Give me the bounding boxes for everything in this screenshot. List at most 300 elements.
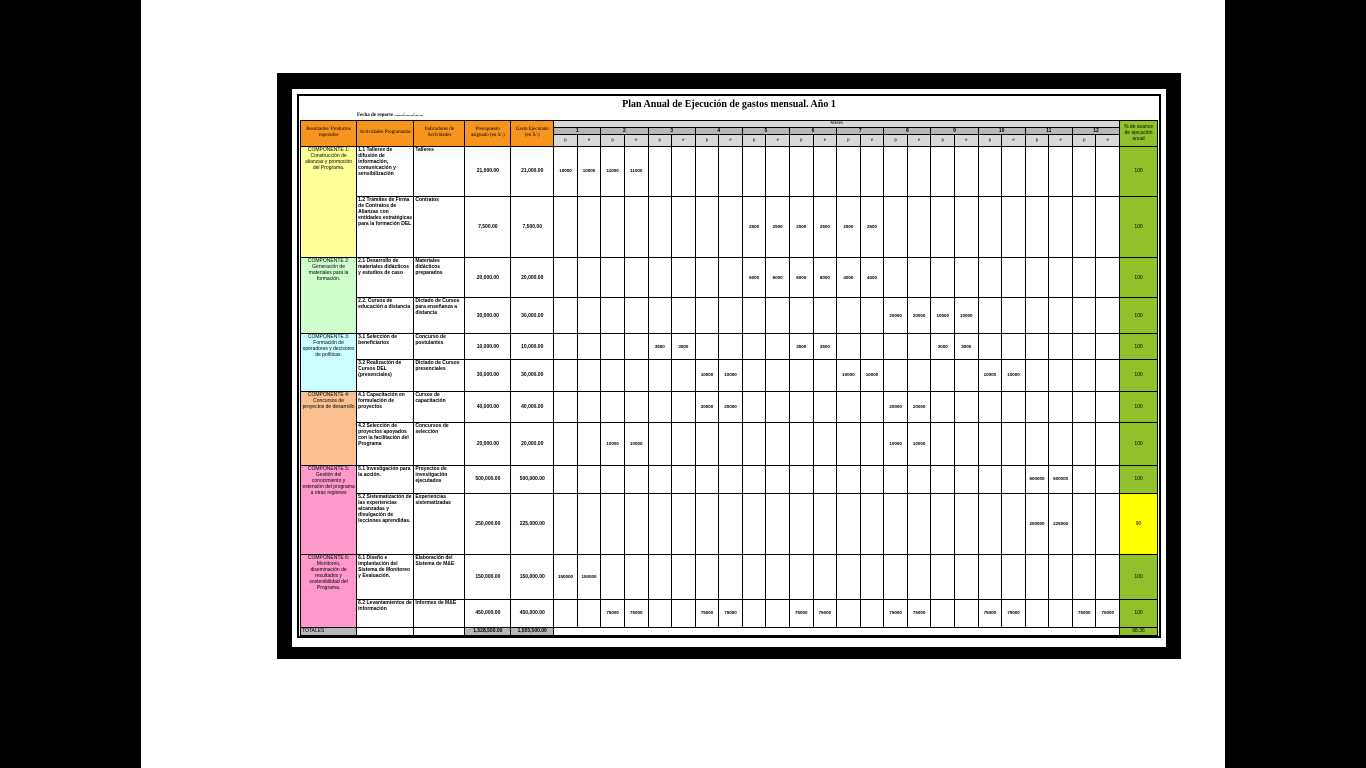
month-value-cell xyxy=(1072,465,1096,493)
month-value-cell: 75000 xyxy=(695,599,719,627)
month-value-cell xyxy=(766,599,790,627)
month-value-cell xyxy=(860,391,884,422)
month-value-cell xyxy=(837,334,861,360)
month-value-cell xyxy=(1072,197,1096,258)
activity-cell: 6.1 Diseño e implantación del Sistema de Monitoreo y Evaluación. xyxy=(357,554,414,599)
month-value-cell xyxy=(577,197,601,258)
activity-cell: 3.2 Realización de Cursos DEL (presenciales) xyxy=(357,359,414,391)
month-value-cell xyxy=(648,422,672,465)
month-value-cell xyxy=(955,359,979,391)
month-value-cell xyxy=(978,197,1002,258)
month-value-cell xyxy=(1002,146,1026,196)
month-value-cell xyxy=(648,146,672,196)
month-value-cell xyxy=(1096,554,1120,599)
month-value-cell xyxy=(577,391,601,422)
month-value-cell xyxy=(1072,554,1096,599)
month-value-cell: 10000 xyxy=(601,422,625,465)
month-value-cell xyxy=(813,146,837,196)
month-value-cell xyxy=(1049,257,1073,297)
indicator-cell: Proyectos de investigación ejecutados xyxy=(414,465,465,493)
month-value-cell xyxy=(1049,599,1073,627)
month-value-cell xyxy=(719,146,743,196)
execution-plan-table xyxy=(300,120,1158,636)
month-value-cell xyxy=(577,465,601,493)
indicator-cell: Talleres xyxy=(414,146,465,196)
month-header-6: 6 xyxy=(789,128,836,135)
month-value-cell: 150000 xyxy=(577,554,601,599)
activity-cell: 2.1 Desarrollo de materiales didácticos y estudios de caso xyxy=(357,257,414,297)
budget-cell: 40,000.00 xyxy=(465,391,511,422)
spent-cell: 500,000.00 xyxy=(511,465,554,493)
month-value-cell xyxy=(955,599,979,627)
month-header-1: 1 xyxy=(554,128,601,135)
header-gasto: Gasto Ejecutado (en S/.) xyxy=(511,121,554,147)
month-value-cell xyxy=(1096,359,1120,391)
spent-cell: 30,000.00 xyxy=(511,359,554,391)
month-value-cell xyxy=(860,599,884,627)
month-value-cell xyxy=(931,554,955,599)
month-value-cell xyxy=(624,298,648,334)
month-value-cell xyxy=(978,554,1002,599)
month-value-cell xyxy=(601,493,625,554)
activity-cell: 5.1 Investigación para la acción. xyxy=(357,465,414,493)
month-value-cell xyxy=(837,298,861,334)
executed-header-4: e xyxy=(719,135,743,146)
month-value-cell xyxy=(884,257,908,297)
activity-cell: 3.1 Selección de beneficiarios xyxy=(357,334,414,360)
month-value-cell xyxy=(1002,554,1026,599)
month-value-cell xyxy=(1096,391,1120,422)
month-value-cell xyxy=(931,422,955,465)
month-header-10: 10 xyxy=(978,128,1025,135)
month-value-cell xyxy=(648,391,672,422)
executed-header-5: e xyxy=(766,135,790,146)
spent-cell: 150,000.00 xyxy=(511,554,554,599)
month-value-cell xyxy=(955,554,979,599)
budget-cell: 20,000.00 xyxy=(465,422,511,465)
month-value-cell: 10000 xyxy=(624,422,648,465)
month-value-cell xyxy=(1025,554,1049,599)
month-value-cell: 10000 xyxy=(1002,359,1026,391)
month-value-cell xyxy=(672,391,696,422)
month-value-cell xyxy=(789,391,813,422)
activity-cell: 4.2 Selección de proyectos apoyados con la facilitación del Programa xyxy=(357,422,414,465)
planned-header-2: p xyxy=(601,135,625,146)
month-value-cell xyxy=(1096,257,1120,297)
month-header-4: 4 xyxy=(695,128,742,135)
spent-cell: 40,000.00 xyxy=(511,391,554,422)
month-value-cell: 4000 xyxy=(860,257,884,297)
totals-months-empty xyxy=(554,627,1120,635)
month-value-cell xyxy=(955,146,979,196)
month-value-cell xyxy=(1025,257,1049,297)
indicator-cell: Dictado de Cursos para enseñanza a distancia xyxy=(414,298,465,334)
month-value-cell xyxy=(931,146,955,196)
header-row-meses xyxy=(301,121,1158,128)
month-header-3: 3 xyxy=(648,128,695,135)
month-value-cell xyxy=(719,298,743,334)
planned-header-5: p xyxy=(742,135,766,146)
document-title: Plan Anual de Ejecución de gastos mensual. Año 1 xyxy=(622,99,836,110)
percent-cell: 100 xyxy=(1120,422,1158,465)
month-value-cell xyxy=(648,493,672,554)
month-value-cell xyxy=(1002,257,1026,297)
budget-cell: 10,000.00 xyxy=(465,334,511,360)
month-value-cell xyxy=(1072,493,1096,554)
header-resultados: Resultados/ Productos esperados xyxy=(301,121,357,147)
budget-cell: 7,500.00 xyxy=(465,197,511,258)
month-value-cell xyxy=(1025,334,1049,360)
budget-cell: 30,000.00 xyxy=(465,359,511,391)
month-value-cell xyxy=(907,465,931,493)
month-value-cell xyxy=(1049,391,1073,422)
component-cell: COMPONENTE 2: Generación de materiales para la formación. xyxy=(301,257,357,333)
month-value-cell xyxy=(955,197,979,258)
month-value-cell xyxy=(672,197,696,258)
month-value-cell xyxy=(978,298,1002,334)
totals-empty-indicator xyxy=(414,627,465,635)
percent-cell: 100 xyxy=(1120,554,1158,599)
percent-cell: 100 xyxy=(1120,197,1158,258)
month-value-cell xyxy=(624,493,648,554)
month-value-cell: 75000 xyxy=(813,599,837,627)
month-value-cell xyxy=(978,334,1002,360)
spent-cell: 30,000.00 xyxy=(511,298,554,334)
month-value-cell xyxy=(860,298,884,334)
month-value-cell: 10000 xyxy=(907,422,931,465)
component-cell: COMPONENTE 6: Monitoreo, diseminación de resultados y sostenibilidad del Programa. xyxy=(301,554,357,627)
month-value-cell: 2500 xyxy=(860,197,884,258)
month-value-cell: 150000 xyxy=(554,554,578,599)
month-value-cell: 20000 xyxy=(907,391,931,422)
planned-header-10: p xyxy=(978,135,1002,146)
month-value-cell xyxy=(601,465,625,493)
month-value-cell xyxy=(1002,493,1026,554)
month-value-cell xyxy=(1049,422,1073,465)
month-value-cell xyxy=(1025,146,1049,196)
month-value-cell xyxy=(719,493,743,554)
month-value-cell xyxy=(1025,599,1049,627)
planned-header-3: p xyxy=(648,135,672,146)
month-value-cell: 3500 xyxy=(648,334,672,360)
indicator-cell: Cursos de capacitación xyxy=(414,391,465,422)
month-value-cell xyxy=(789,298,813,334)
month-value-cell xyxy=(577,334,601,360)
month-value-cell xyxy=(1025,197,1049,258)
month-value-cell: 20000 xyxy=(884,391,908,422)
month-value-cell xyxy=(837,465,861,493)
planned-header-7: p xyxy=(837,135,861,146)
executed-header-11: e xyxy=(1049,135,1073,146)
month-value-cell xyxy=(1096,197,1120,258)
component-cell: COMPONENTE 5: Gestión del conocimiento y extensión del programa a otras regiones xyxy=(301,465,357,554)
percent-cell: 100 xyxy=(1120,298,1158,334)
planned-header-1: p xyxy=(554,135,578,146)
month-value-cell: 10000 xyxy=(931,298,955,334)
month-value-cell xyxy=(1002,422,1026,465)
month-value-cell: 3000 xyxy=(955,334,979,360)
executed-header-3: e xyxy=(672,135,696,146)
month-value-cell xyxy=(1049,197,1073,258)
month-value-cell xyxy=(813,465,837,493)
component-cell: COMPONENTE 1: Construcción de alianzas y promoción del Programa. xyxy=(301,146,357,257)
month-value-cell xyxy=(813,554,837,599)
month-value-cell xyxy=(907,257,931,297)
budget-cell: 250,000.00 xyxy=(465,493,511,554)
month-value-cell xyxy=(884,465,908,493)
month-value-cell xyxy=(695,493,719,554)
month-value-cell xyxy=(695,554,719,599)
month-value-cell xyxy=(1002,334,1026,360)
month-value-cell xyxy=(789,359,813,391)
month-value-cell xyxy=(648,298,672,334)
month-value-cell xyxy=(624,257,648,297)
month-value-cell: 2500 xyxy=(742,197,766,258)
month-value-cell xyxy=(601,257,625,297)
month-value-cell xyxy=(978,493,1002,554)
month-value-cell xyxy=(672,465,696,493)
month-value-cell xyxy=(955,493,979,554)
month-value-cell: 2500 xyxy=(813,197,837,258)
month-value-cell: 75000 xyxy=(1072,599,1096,627)
table-row xyxy=(301,554,1158,599)
month-value-cell: 3500 xyxy=(813,334,837,360)
month-value-cell: 75000 xyxy=(624,599,648,627)
spent-cell: 450,000.00 xyxy=(511,599,554,627)
month-value-cell xyxy=(601,359,625,391)
month-value-cell xyxy=(884,334,908,360)
month-value-cell xyxy=(789,465,813,493)
month-value-cell xyxy=(931,197,955,258)
activity-cell: 2.2. Cursos de educación a distancia xyxy=(357,298,414,334)
spent-cell: 20,000.00 xyxy=(511,257,554,297)
month-value-cell xyxy=(1072,422,1096,465)
table-row xyxy=(301,146,1158,196)
month-value-cell xyxy=(624,359,648,391)
indicator-cell: Informes de M&E xyxy=(414,599,465,627)
planned-header-8: p xyxy=(884,135,908,146)
month-header-11: 11 xyxy=(1025,128,1072,135)
month-value-cell xyxy=(577,493,601,554)
indicator-cell: Elaboración del Sistema de M&E xyxy=(414,554,465,599)
month-value-cell xyxy=(719,197,743,258)
activity-cell: 1.1 Talleres de difusión de información, comunicación y sensibilización xyxy=(357,146,414,196)
month-value-cell xyxy=(577,257,601,297)
month-value-cell: 10000 xyxy=(955,298,979,334)
month-value-cell: 75000 xyxy=(1002,599,1026,627)
totals-empty-activity xyxy=(357,627,414,635)
month-value-cell xyxy=(577,298,601,334)
month-value-cell: 20000 xyxy=(719,391,743,422)
month-value-cell xyxy=(907,197,931,258)
component-cell: COMPONENTE 3: Formación de operadores y decisores de políticas. xyxy=(301,334,357,392)
spent-cell: 21,000.00 xyxy=(511,146,554,196)
month-value-cell xyxy=(672,298,696,334)
month-header-8: 8 xyxy=(884,128,931,135)
executed-header-6: e xyxy=(813,135,837,146)
month-value-cell xyxy=(577,599,601,627)
month-value-cell xyxy=(766,391,790,422)
month-value-cell: 2500 xyxy=(766,197,790,258)
month-value-cell xyxy=(766,298,790,334)
header-meses: Meses xyxy=(554,121,1120,128)
table-body xyxy=(301,121,1158,636)
header-presupuesto: Presupuesto asignado (en S/.) xyxy=(465,121,511,147)
month-value-cell xyxy=(978,465,1002,493)
budget-cell: 21,000.00 xyxy=(465,146,511,196)
month-value-cell xyxy=(1096,298,1120,334)
totals-percent: 98.36 xyxy=(1120,627,1158,635)
budget-cell: 150,000.00 xyxy=(465,554,511,599)
month-value-cell xyxy=(1096,422,1120,465)
month-value-cell xyxy=(907,146,931,196)
month-value-cell: 6000 xyxy=(813,257,837,297)
month-value-cell xyxy=(719,554,743,599)
budget-cell: 20,000.00 xyxy=(465,257,511,297)
month-value-cell xyxy=(742,334,766,360)
table-row xyxy=(301,197,1158,258)
indicator-cell: Experiencias sistematizadas xyxy=(414,493,465,554)
month-value-cell xyxy=(624,554,648,599)
month-value-cell: 75000 xyxy=(601,599,625,627)
totals-spent: 1,503,500.00 xyxy=(511,627,554,635)
month-value-cell: 75000 xyxy=(1096,599,1120,627)
month-value-cell xyxy=(813,493,837,554)
planned-header-9: p xyxy=(931,135,955,146)
month-value-cell xyxy=(931,257,955,297)
month-value-cell xyxy=(554,599,578,627)
percent-cell: 100 xyxy=(1120,599,1158,627)
month-value-cell xyxy=(1096,465,1120,493)
table-row xyxy=(301,422,1158,465)
month-value-cell xyxy=(813,391,837,422)
component-cell: COMPONENTE 4: Concursos de proyectos de desarrollo xyxy=(301,391,357,465)
month-value-cell xyxy=(648,465,672,493)
month-value-cell: 6000 xyxy=(789,257,813,297)
month-value-cell xyxy=(648,197,672,258)
month-value-cell xyxy=(860,465,884,493)
month-value-cell xyxy=(672,599,696,627)
month-value-cell xyxy=(1002,197,1026,258)
executed-header-9: e xyxy=(955,135,979,146)
indicator-cell: Concurso de postulantes xyxy=(414,334,465,360)
month-value-cell xyxy=(907,554,931,599)
table-row xyxy=(301,391,1158,422)
month-value-cell: 3500 xyxy=(672,334,696,360)
month-value-cell xyxy=(554,334,578,360)
month-value-cell xyxy=(884,197,908,258)
totals-label: TOTALES xyxy=(301,627,357,635)
month-value-cell xyxy=(1025,391,1049,422)
month-value-cell: 6000 xyxy=(766,257,790,297)
indicator-cell: Materiales didácticos preparados xyxy=(414,257,465,297)
month-value-cell xyxy=(742,493,766,554)
month-value-cell xyxy=(601,298,625,334)
month-value-cell: 20000 xyxy=(884,298,908,334)
month-value-cell xyxy=(766,422,790,465)
report-date: Fecha de reporte ......./......./....... xyxy=(357,113,424,118)
month-value-cell xyxy=(742,599,766,627)
month-value-cell: 11000 xyxy=(601,146,625,196)
month-value-cell: 75000 xyxy=(719,599,743,627)
month-value-cell xyxy=(766,146,790,196)
header-indicadores: Indicadores de Actividades xyxy=(414,121,465,147)
month-value-cell xyxy=(1002,298,1026,334)
table-row xyxy=(301,298,1158,334)
month-value-cell xyxy=(1049,146,1073,196)
month-value-cell xyxy=(742,359,766,391)
month-value-cell xyxy=(672,257,696,297)
month-header-5: 5 xyxy=(742,128,789,135)
month-value-cell xyxy=(648,599,672,627)
month-value-cell xyxy=(554,465,578,493)
month-value-cell xyxy=(884,493,908,554)
month-value-cell xyxy=(601,197,625,258)
month-value-cell xyxy=(742,146,766,196)
month-value-cell xyxy=(860,493,884,554)
month-value-cell xyxy=(672,359,696,391)
month-value-cell xyxy=(978,146,1002,196)
month-value-cell: 225000 xyxy=(1049,493,1073,554)
executed-header-12: e xyxy=(1096,135,1120,146)
executed-header-7: e xyxy=(860,135,884,146)
month-value-cell xyxy=(554,197,578,258)
month-value-cell: 11000 xyxy=(624,146,648,196)
month-value-cell xyxy=(955,422,979,465)
month-value-cell xyxy=(837,391,861,422)
activity-cell: 6.2 Levantamientos de información xyxy=(357,599,414,627)
percent-cell: 100 xyxy=(1120,257,1158,297)
month-value-cell xyxy=(907,334,931,360)
header-avance: % de avance de ejecución anual xyxy=(1120,121,1158,147)
month-value-cell xyxy=(813,359,837,391)
month-value-cell xyxy=(1072,257,1096,297)
month-value-cell xyxy=(860,422,884,465)
activity-cell: 1.2 Trámites de Firma de Contratos de Alianzas con entidades estratégicas para la formación DEL xyxy=(357,197,414,258)
spent-cell: 20,000.00 xyxy=(511,422,554,465)
executed-header-2: e xyxy=(624,135,648,146)
month-value-cell xyxy=(907,359,931,391)
month-value-cell: 500000 xyxy=(1049,465,1073,493)
indicator-cell: Dictado de Cursos presenciales xyxy=(414,359,465,391)
month-value-cell: 75000 xyxy=(907,599,931,627)
month-value-cell: 4000 xyxy=(837,257,861,297)
month-value-cell xyxy=(672,146,696,196)
month-header-9: 9 xyxy=(931,128,978,135)
indicator-cell: Concursos de selección xyxy=(414,422,465,465)
month-value-cell xyxy=(624,197,648,258)
month-value-cell xyxy=(837,422,861,465)
month-value-cell xyxy=(601,554,625,599)
activity-cell: 4.1 Capacitación en formulación de proyectos xyxy=(357,391,414,422)
activity-cell: 5.2 Sistematización de las experiencias alcanzadas y divulgación de lecciones aprendidas. xyxy=(357,493,414,554)
month-value-cell xyxy=(695,422,719,465)
month-value-cell xyxy=(837,146,861,196)
month-value-cell xyxy=(1025,298,1049,334)
spent-cell: 7,500.00 xyxy=(511,197,554,258)
month-value-cell xyxy=(601,391,625,422)
month-value-cell xyxy=(955,257,979,297)
planned-header-4: p xyxy=(695,135,719,146)
month-value-cell xyxy=(695,334,719,360)
table-row xyxy=(301,493,1158,554)
month-value-cell xyxy=(554,493,578,554)
percent-cell: 90 xyxy=(1120,493,1158,554)
month-value-cell: 75000 xyxy=(978,599,1002,627)
month-value-cell: 6000 xyxy=(742,257,766,297)
month-value-cell xyxy=(695,146,719,196)
month-value-cell xyxy=(1072,391,1096,422)
